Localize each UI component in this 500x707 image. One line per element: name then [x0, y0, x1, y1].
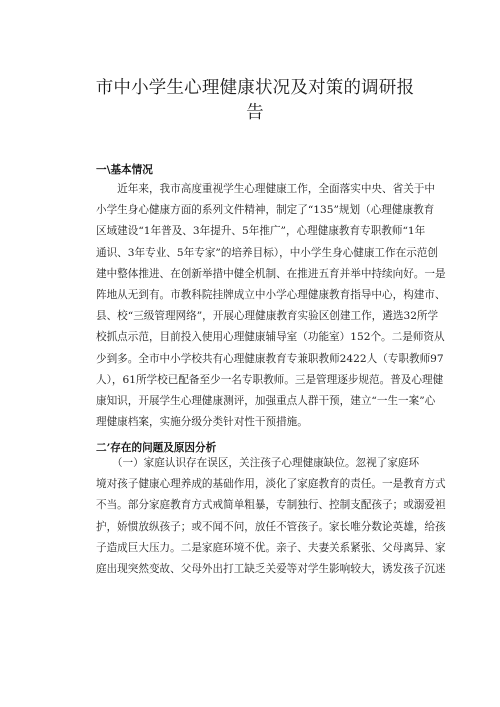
body-line: 通识、3年专业、5年专家”的培养目标），中小学生身心健康工作在示范创	[96, 246, 438, 259]
document-title	[95, 76, 415, 126]
body-line: 县、校“三级管理网络”，开展心理健康教育实验区创建工作，遴选32所学	[96, 310, 439, 323]
body-line: 校抓点示范，目前投入使用心理健康辅导室（功能室）152个。二是师资从	[96, 331, 445, 344]
body-line: 理健康档案，实施分级分类针对性干预措施。	[96, 416, 308, 429]
section-heading-basic-info: 一\基本情况	[96, 164, 153, 176]
body-line: 庭出现突然变故、父母外出打工缺乏关爱等对学生影响较大，诱发孩子沉迷	[96, 562, 446, 575]
body-line: 建中整体推进、在创新举措中健全机制、在推进五育并举中持续向好。一是	[96, 267, 446, 280]
body-line: 境对孩子健康心理养成的基础作用，淡化了家庭教育的责任。一是教育方式	[96, 478, 446, 491]
body-line: 人），61所学校已配备至少一名专职教师。三是管理逐步规范。普及心理健	[96, 373, 444, 386]
body-line: 护，娇惯放纵孩子；或不闻不问，放任不管孩子。家长唯分数论英雄，给孩	[96, 520, 446, 533]
section-heading-problems: 二’存在的问题及原因分析	[96, 442, 217, 454]
body-line: 近年来，我市高度重视学生心理健康工作，全面落实中央、省关于中	[96, 183, 435, 195]
body-line: 阵地从无到有。市教科院挂牌成立中小学心理健康教育指导中心，构建市、	[96, 288, 446, 301]
body-line: 康知识，开展学生心理健康测评，加强重点人群干预，建立“一生一案”心	[96, 394, 436, 407]
section-basic-info-body	[96, 179, 446, 433]
body-line: （一）家庭认识存在误区，关注孩子心理健康缺位。忽视了家庭环	[96, 457, 420, 469]
body-line: 少到多。全市中小学校共有心理健康教育专兼职教师2422人（专职教师97	[96, 352, 444, 365]
body-line: 区域建设“1年普及、3年提升、5年推广”，心理健康教育专职教师“1年	[96, 225, 426, 238]
body-line: 不当。部分家庭教育方式戒简单粗暴，专制独行、控制支配孩子；或溺爱袒	[96, 499, 446, 512]
title-line-1: 市中小学生心理健康状况及对策的调研报	[95, 78, 415, 98]
title-line-2: 告	[246, 103, 264, 123]
body-line: 小学生身心健康方面的系列文件精神，制定了“135”规划（心理健康教育	[96, 204, 435, 217]
body-line: 子造成巨大压力。二是家庭环境不优。亲子、夫妻关系紧张、父母离异、家	[96, 541, 446, 554]
section-problems-body	[96, 453, 446, 580]
